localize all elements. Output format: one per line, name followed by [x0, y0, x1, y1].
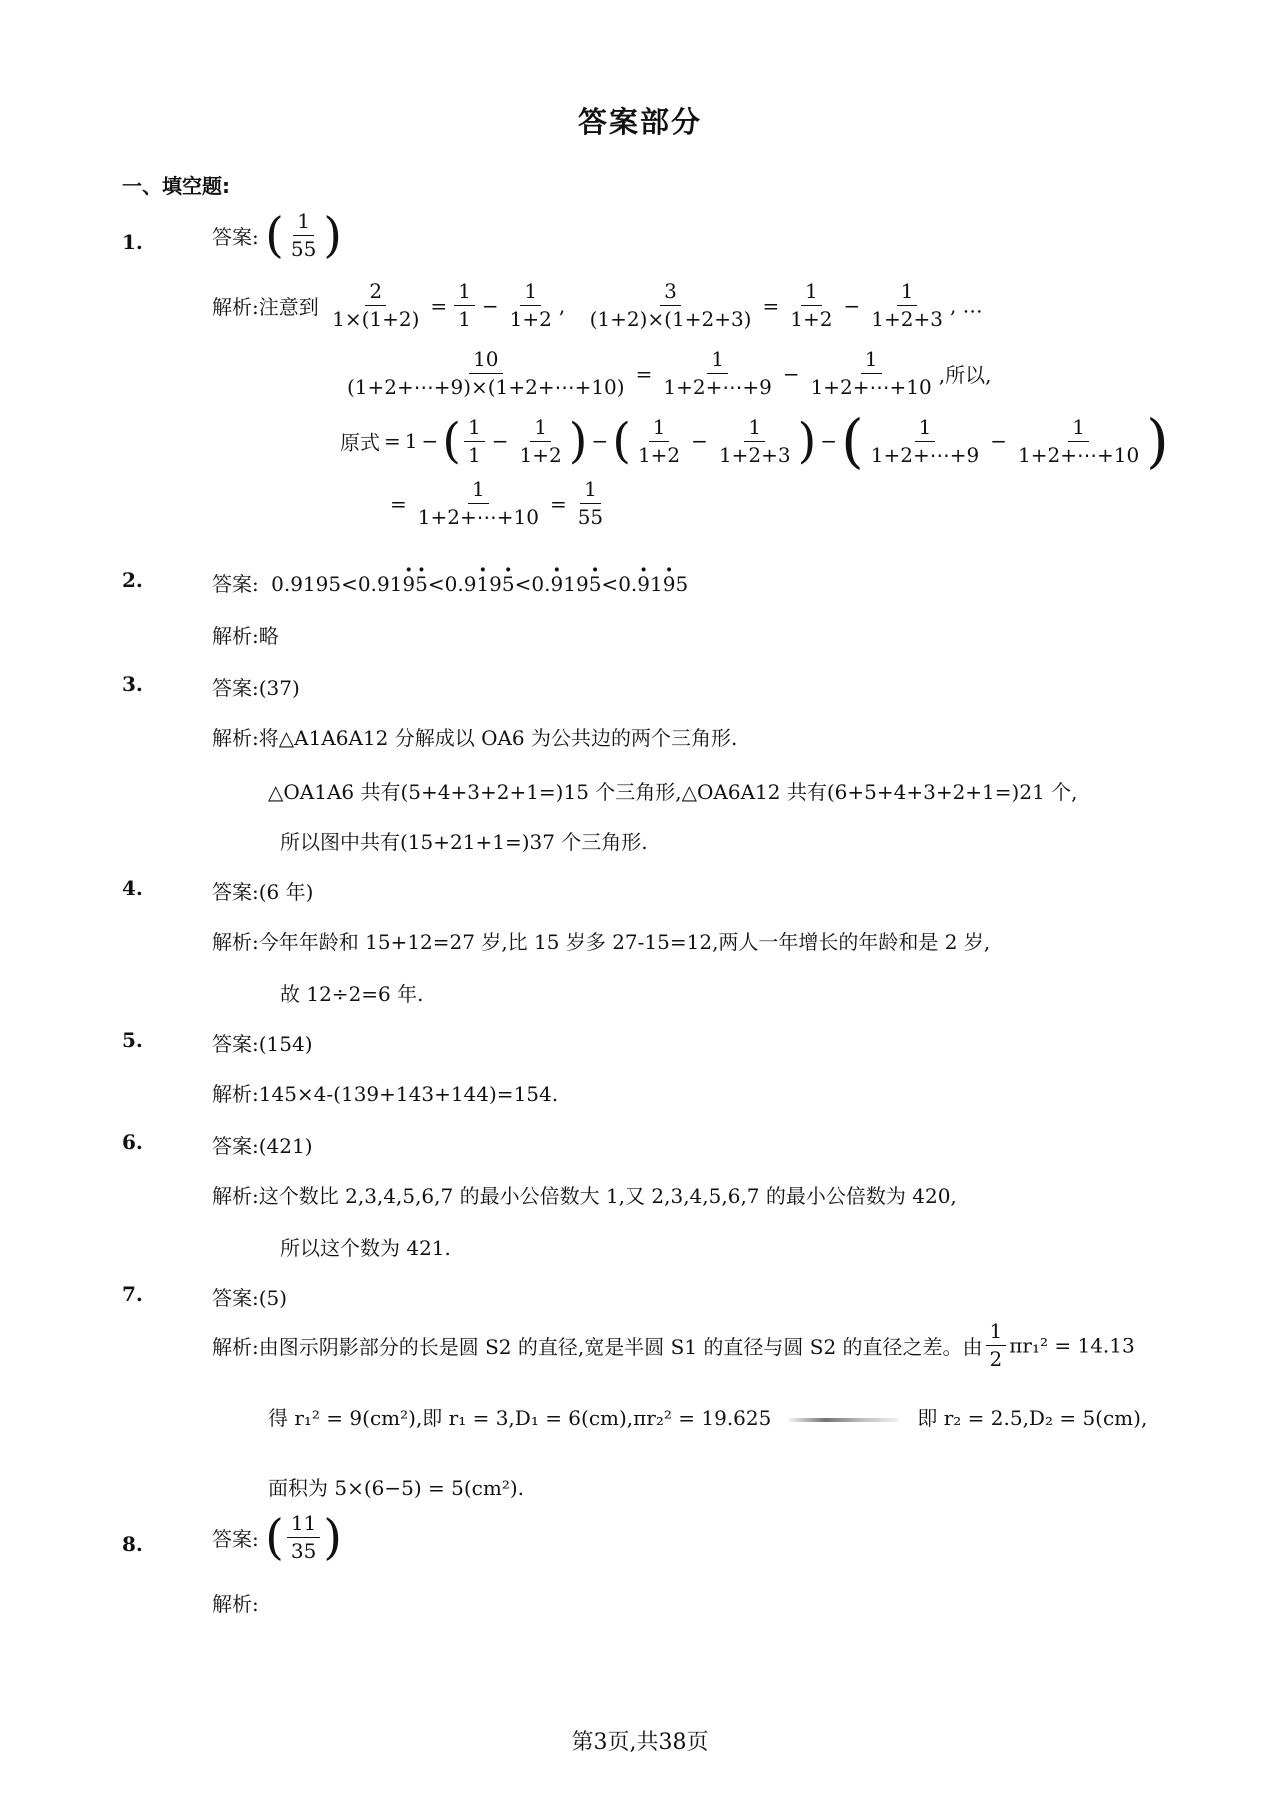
q3-answer: 答案:(37)	[212, 672, 300, 701]
q4-analysis-line2: 故 12÷2=6 年.	[280, 982, 424, 1006]
question-number: 6.	[122, 1130, 143, 1154]
q7-analysis-line1: 解析:由图示阴影部分的长是圆 S2 的直径,宽是半圆 S1 的直径与圆 S2 的直径之差。由 $\frac{1}{2}$ πr₁² = 14.13	[212, 1319, 1135, 1371]
q4-analysis-line1: 解析:今年年龄和 15+12=27 岁,比 15 岁多 27-15=12,两人一年增长的年龄和是 2 岁,	[212, 926, 990, 955]
q1-analysis-line1: 解析:注意到 $\frac{2}{1\times(1+2)}$ = $\frac{1}{1}$ − $\frac{1}{1+2}$ , $\frac{3}{(1+2)\times(1+2+3)}$ = $\frac{1}{1+2}$ − $\frac{1}{1+2+3}$ , …	[212, 279, 983, 331]
analysis-label: 解析:	[212, 1592, 259, 1616]
q1-answer-fraction: $\frac{1}{55}$	[290, 209, 317, 261]
question-number: 1.	[122, 230, 143, 254]
q3-analysis-line3: 所以图中共有(15+21+1=)37 个三角形.	[280, 830, 648, 854]
question-number: 3.	[122, 672, 143, 696]
q6-analysis-line2: 所以这个数为 421.	[280, 1236, 451, 1260]
answer-label: 答案:	[212, 1527, 259, 1551]
analysis-label: 解析:	[212, 1335, 259, 1359]
q2-analysis: 解析:略	[212, 620, 279, 649]
analysis-label: 解析:	[212, 1082, 259, 1106]
analysis-label: 解析:	[212, 726, 259, 750]
answer-label: 答案:	[212, 1286, 259, 1310]
analysis-label: 解析:	[212, 1184, 259, 1208]
answer-label: 答案:	[212, 1134, 259, 1158]
blurred-mark	[789, 1418, 899, 1422]
q8-answer-fraction: $\frac{11}{35}$	[287, 1512, 320, 1563]
q5-answer: 答案:(154)	[212, 1028, 313, 1057]
section-title: 一、填空题:	[122, 174, 230, 198]
q3-analysis-line2: △OA1A6 共有(5+4+3+2+1=)15 个三角形,△OA6A12 共有(6+5+4+3+2+1=)21 个,	[268, 780, 1078, 804]
analysis-label: 解析:	[212, 624, 259, 648]
q3-analysis-line1: 解析:将△A1A6A12 分解成以 OA6 为公共边的两个三角形.	[212, 722, 737, 751]
q8-answer: 答案: ( $\frac{11}{35}$ )	[212, 1509, 343, 1566]
analysis-label: 解析:	[212, 295, 259, 319]
q6-answer: 答案:(421)	[212, 1130, 313, 1159]
analysis-label: 解析:	[212, 930, 259, 954]
answer-label: 答案:	[212, 676, 259, 700]
q7-analysis-line3: 面积为 5×(6−5) = 5(cm²).	[268, 1476, 524, 1500]
q1-analysis-line4: = $\frac{1}{1+2+\cdots+10}$ = $\frac{1}{55}$	[390, 477, 604, 529]
question-number: 8.	[122, 1532, 143, 1556]
question-number: 7.	[122, 1282, 143, 1306]
q6-analysis-line1: 解析:这个数比 2,3,4,5,6,7 的最小公倍数大 1,又 2,3,4,5,6,7 的最小公倍数为 420,	[212, 1180, 957, 1209]
page-footer: 第3页,共38页	[571, 1730, 709, 1755]
q7-analysis-line2: 得 r₁² = 9(cm²),即 r₁ = 3,D₁ = 6(cm),πr₂² = 19.625 即 r₂ = 2.5,D₂ = 5(cm),	[268, 1406, 1148, 1430]
answer-label: 答案:	[212, 1032, 259, 1056]
q5-analysis: 解析:145×4-(139+143+144)=154.	[212, 1078, 558, 1107]
q1-analysis-line2: $\frac{10}{(1+2+\cdots+9)\times(1+2+\cdots+10)}$ = $\frac{1}{1+2+\cdots+9}$ − $\frac{1}{1+2+\cdots+10}$ ,所以,	[347, 347, 992, 399]
q4-answer: 答案:(6 年)	[212, 876, 313, 905]
answer-label: 答案:	[212, 880, 259, 904]
q8-analysis	[212, 1588, 259, 1617]
q7-answer: 答案:(5)	[212, 1282, 287, 1311]
question-number: 5.	[122, 1028, 143, 1052]
page-title: 答案部分	[577, 105, 702, 139]
question-number: 4.	[122, 876, 143, 900]
answer-label: 答案:	[212, 572, 259, 596]
q2-answer: 答案: 0.9195<0.91· 9· 5<0.9· 19· 5<0.· 919· 5<0.· 91· 95	[212, 568, 688, 597]
q1-analysis-line3: 原式 = 1 −( $\frac{1}{1}$ − $\frac{1}{1+2}$ ) −( $\frac{1}{1+2}$ − $\frac{1}{1+2+3}$ ) −( $\frac{1}{1+2+\cdots+9}$ − $\frac{1}{1+2+\cdots+10}$ )	[340, 407, 1169, 475]
q1-answer: 答案: ( $\frac{1}{55}$ )	[212, 207, 343, 264]
answer-label: 答案:	[212, 225, 259, 249]
question-number: 2.	[122, 568, 143, 592]
